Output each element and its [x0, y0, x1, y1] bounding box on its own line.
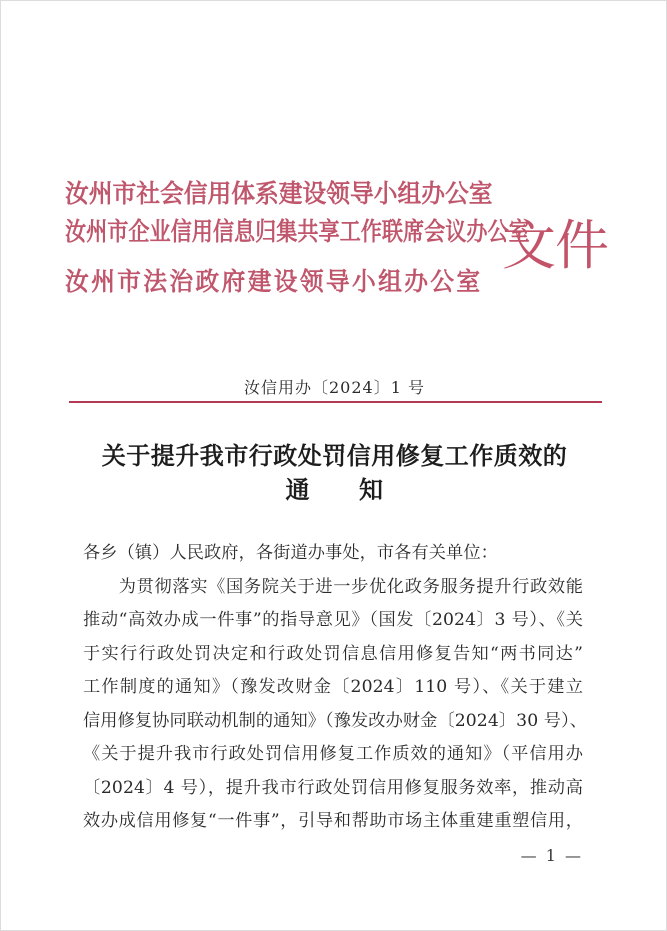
- letterhead-line-2: 汝州市企业信用信息归集共享工作联席会议办公室: [65, 217, 530, 246]
- recipients-line: 各乡（镇）人民政府，各街道办事处，市各有关单位：: [83, 543, 498, 563]
- letterhead: [1, 181, 667, 326]
- body-line: 效办成信用修复“一件事”，引导和帮助市场主体重建重塑信用，: [83, 811, 583, 831]
- body-line: 推动“高效办成一件事”的指导意见》（国发〔2024〕3 号）、《关: [83, 610, 583, 630]
- body-line: 信用修复协同联动机制的通知》（豫发改办财金〔2024〕30 号）、: [83, 710, 588, 731]
- body-line: 工作制度的通知》（豫发改财金〔2024〕110 号）、《关于建立: [83, 677, 583, 697]
- letterhead-document-badge: 文件: [502, 214, 608, 277]
- page-title-line-1: 关于提升我市行政处罚信用修复工作质效的: [101, 441, 568, 470]
- document-body: [83, 537, 588, 839]
- page-number-footer: — 1 —: [520, 846, 583, 865]
- document-number: 汝信用办〔2024〕1 号: [244, 378, 425, 397]
- letterhead-line-3: 汝州市法治政府建设领导小组办公室: [65, 267, 481, 296]
- body-line: 《关于提升我市行政处罚信用修复工作质效的通知》（平信用办: [83, 744, 583, 764]
- letterhead-agency-lines: [65, 179, 530, 307]
- body-line: 于实行行政处罚决定和行政处罚信息信用修复告知“两书同达”: [83, 643, 583, 664]
- letterhead-line-1: 汝州市社会信用体系建设领导小组办公室: [65, 179, 493, 208]
- body-line: 〔2024〕4 号），提升我市行政处罚信用修复服务效率，推动高: [83, 777, 583, 798]
- body-line: 为贯彻落实《国务院关于进一步优化政务服务提升行政效能: [83, 576, 583, 597]
- page-title: [61, 439, 608, 507]
- letterhead-red-rule: [69, 401, 602, 403]
- page-title-line-2: 通 知: [285, 475, 384, 504]
